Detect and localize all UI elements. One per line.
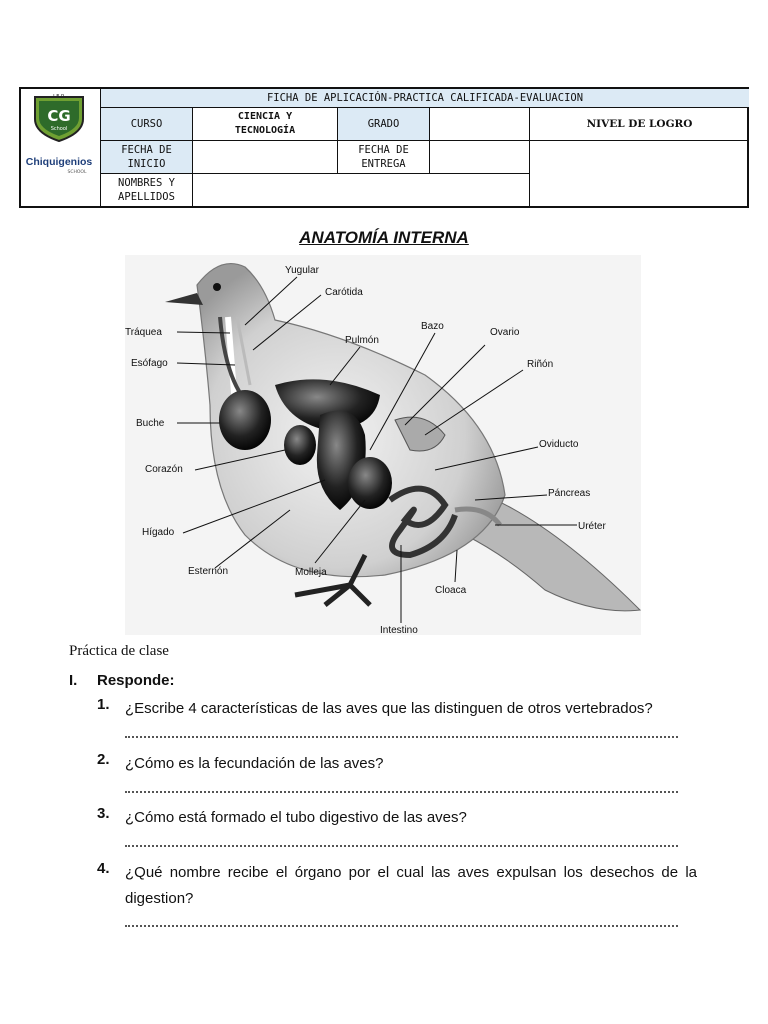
header-table <box>19 87 749 208</box>
school-logo <box>21 89 101 206</box>
fecha-inicio-label: FECHA DE INICIO <box>101 141 193 174</box>
answer-line-2[interactable] <box>125 785 678 793</box>
grado-label: GRADO <box>338 108 430 141</box>
nivel-de-logro-label: NIVEL DE LOGRO <box>530 108 749 141</box>
label-corazon: Corazón <box>145 464 183 475</box>
label-intestino: Intestino <box>380 625 418 635</box>
fecha-entrega-field[interactable] <box>430 141 530 174</box>
question-2 <box>97 751 697 777</box>
question-text: ¿Cómo es la fecundación de las aves? <box>125 755 384 772</box>
label-cloaca: Cloaca <box>435 585 467 596</box>
curso-label: CURSO <box>101 108 193 141</box>
fecha-inicio-field[interactable] <box>193 141 338 174</box>
question-4 <box>97 860 697 912</box>
label-ureter: Uréter <box>578 521 606 532</box>
bird-anatomy-figure <box>125 255 641 635</box>
badge-text: CG <box>47 107 71 125</box>
grado-value-field[interactable] <box>430 108 530 141</box>
label-carotida: Carótida <box>325 287 363 298</box>
molleja-organ <box>348 457 392 509</box>
question-number: 1. <box>97 696 110 713</box>
label-esternon: Esternón <box>188 566 229 577</box>
question-number: 3. <box>97 805 110 822</box>
nivel-de-logro-field[interactable] <box>530 141 749 206</box>
answer-line-3[interactable] <box>125 839 678 847</box>
fecha-entrega-label: FECHA DE ENTREGA <box>338 141 430 174</box>
label-yugular: Yugular <box>285 265 319 276</box>
buche-organ <box>219 390 271 450</box>
label-traquea: Tráquea <box>125 327 162 338</box>
practica-heading: Práctica de clase <box>69 643 169 659</box>
label-rinon: Riñón <box>527 359 554 370</box>
label-pancreas: Páncreas <box>548 488 591 499</box>
answer-line-4[interactable] <box>125 919 678 927</box>
question-number: 4. <box>97 860 110 877</box>
question-text: ¿Cómo está formado el tubo digestivo de las aves? <box>125 809 467 826</box>
question-text: ¿Escribe 4 características de las aves que las distinguen de otros vertebrados? <box>125 700 653 717</box>
label-higado: Hígado <box>142 527 175 538</box>
question-3 <box>97 805 697 831</box>
brand-text: Chiquigenios <box>25 156 93 168</box>
page-title: ANATOMÍA INTERNA <box>299 228 469 247</box>
label-molleja: Molleja <box>295 567 327 578</box>
label-pulmon: Pulmón <box>345 335 379 346</box>
bird-eye <box>213 283 221 291</box>
label-bazo: Bazo <box>421 321 444 332</box>
answer-line-1[interactable] <box>125 730 678 738</box>
label-oviducto: Oviducto <box>539 439 579 450</box>
corazon-organ <box>284 425 316 465</box>
question-number: 2. <box>97 751 110 768</box>
section-number: I. <box>69 672 78 689</box>
nombres-label: NOMBRES Y APELLIDOS <box>101 174 193 206</box>
badge-sub-text: School <box>50 126 68 132</box>
curso-value: CIENCIA Y TECNOLOGÍA <box>193 108 338 141</box>
label-buche: Buche <box>136 418 165 429</box>
nombres-field[interactable] <box>193 174 530 206</box>
label-esofago: Esófago <box>131 358 168 369</box>
label-ovario: Ovario <box>490 327 520 338</box>
brand-sub-text: SCHOOL <box>67 170 87 175</box>
sheet-title: FICHA DE APLICACIÓN-PRACTICA CALIFICADA-EVALUACION <box>101 89 749 108</box>
badge-top-text: I.E.P. <box>53 94 65 100</box>
section-heading <box>69 672 175 689</box>
question-text: ¿Qué nombre recibe el órgano por el cual las aves expulsan los desechos de la digestion? <box>125 864 697 907</box>
question-1 <box>97 696 697 722</box>
section-label: Responde: <box>97 672 175 689</box>
